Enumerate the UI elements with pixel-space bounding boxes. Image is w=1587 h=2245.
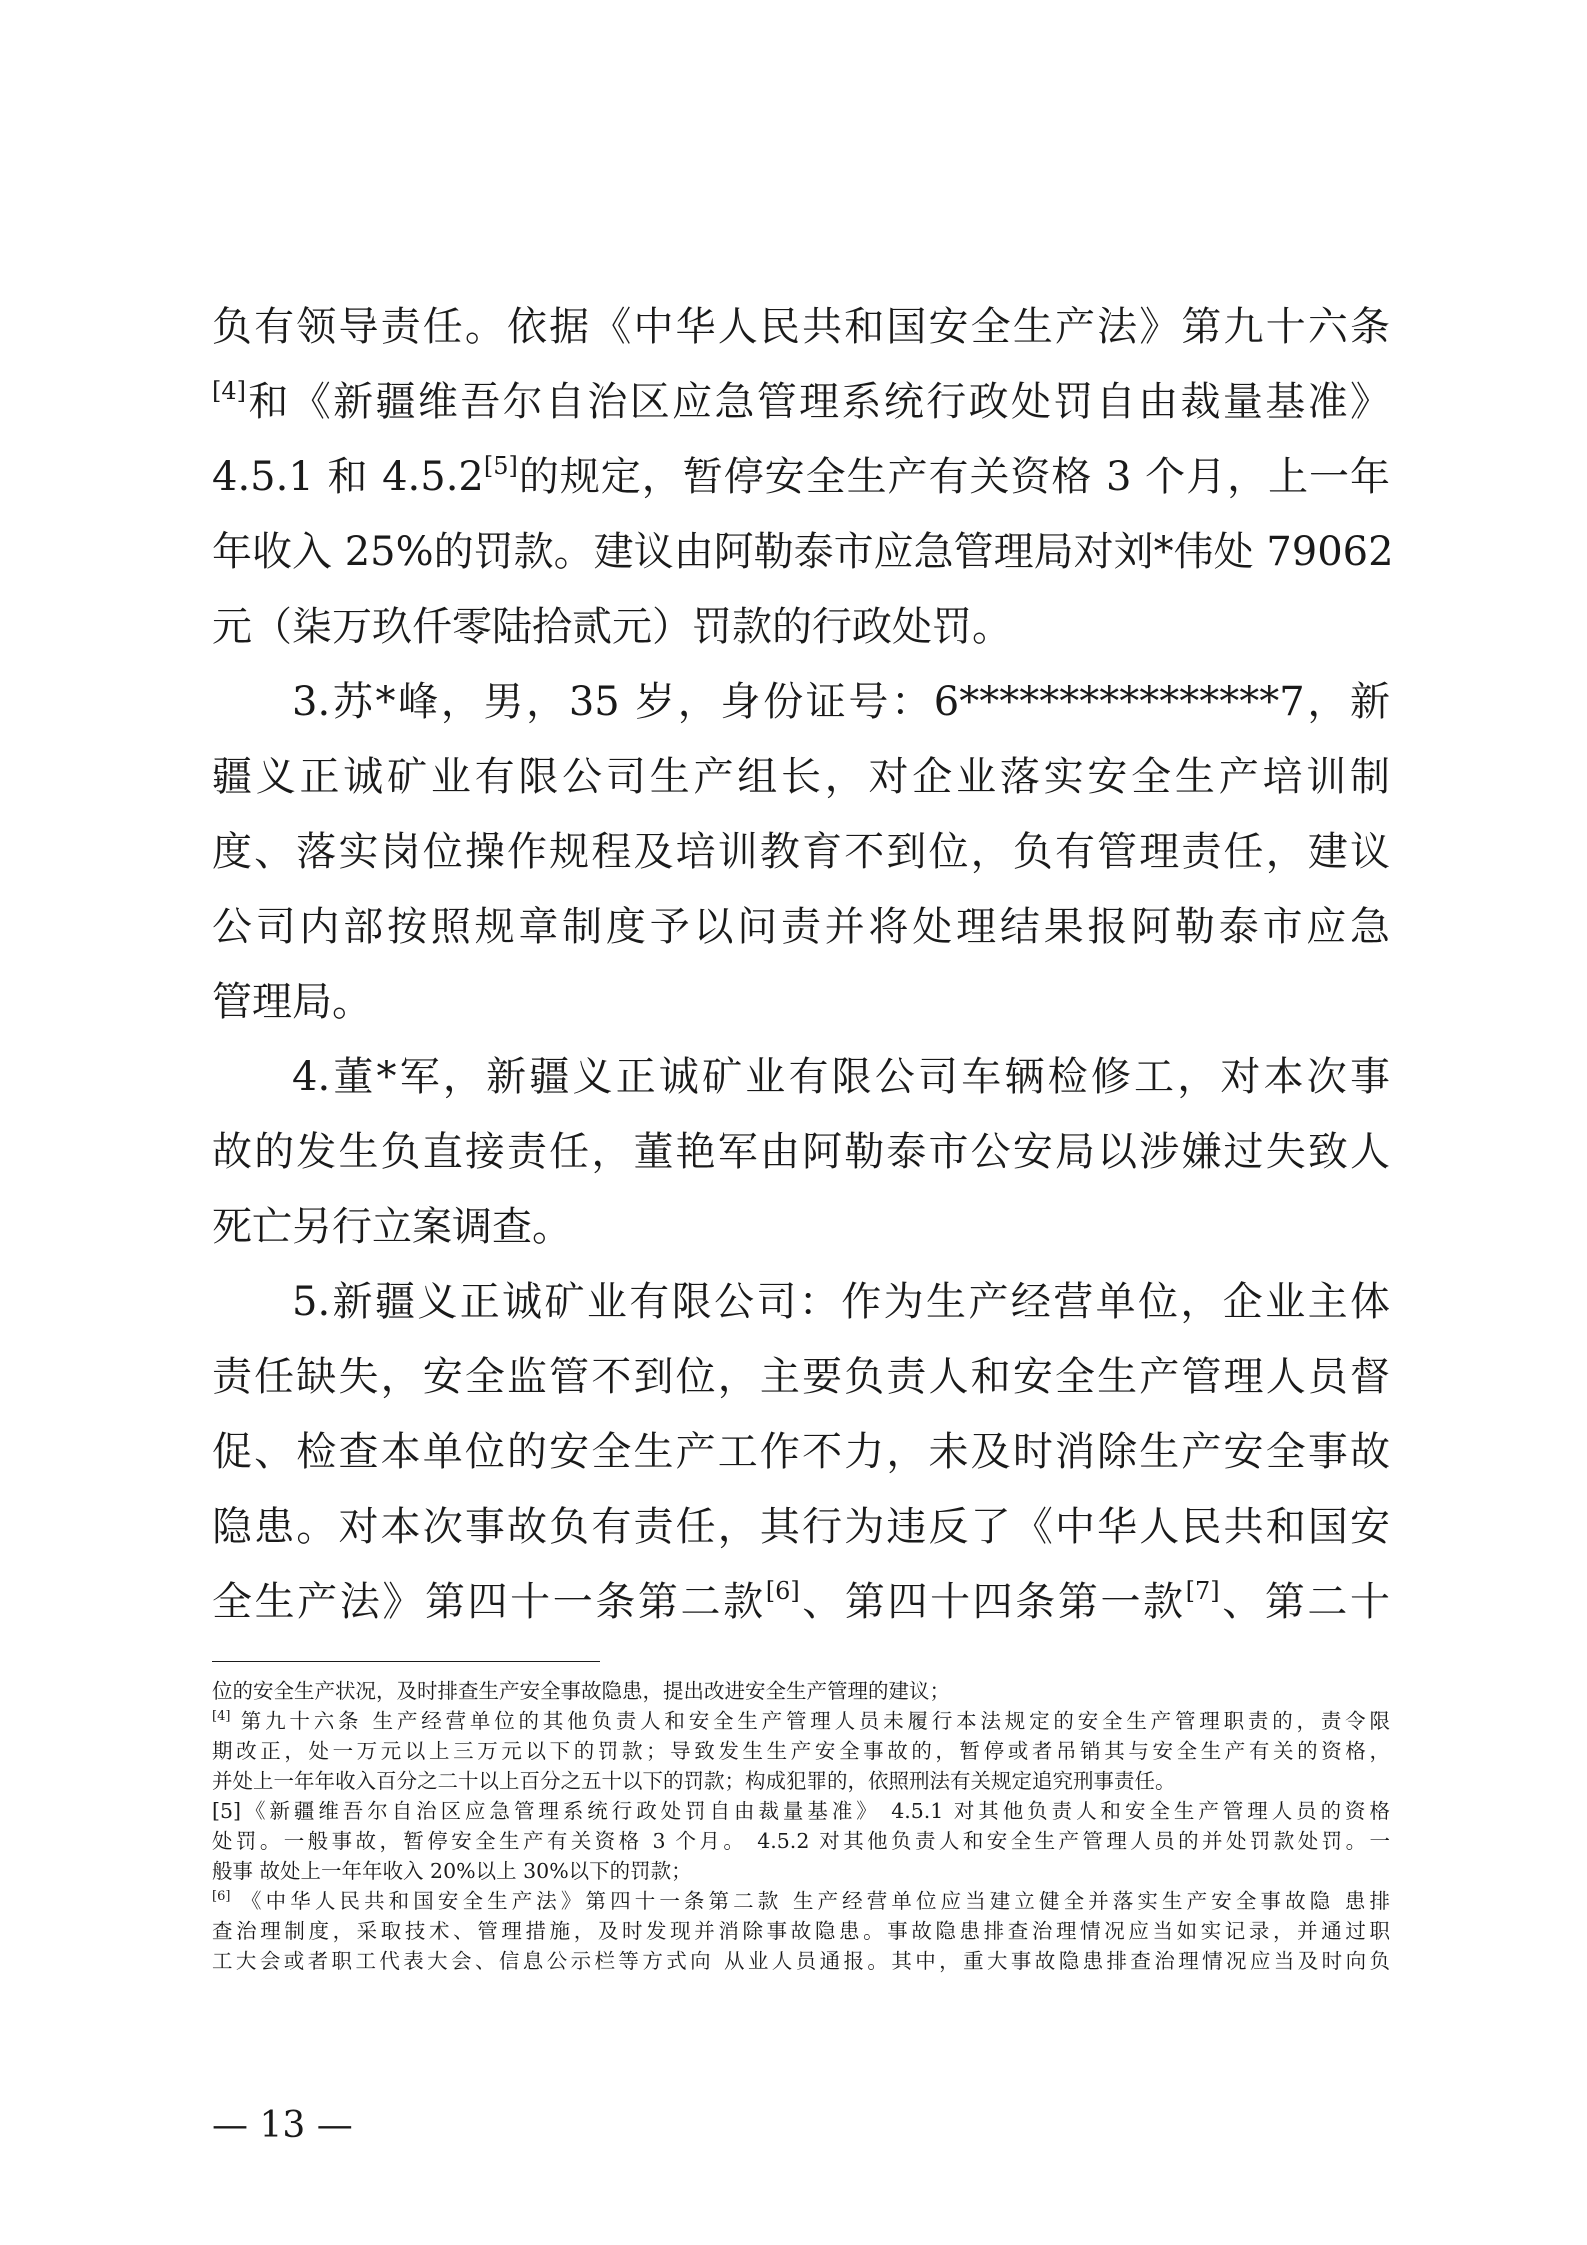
- footnote-marker: [4]: [212, 1709, 231, 1724]
- body-line: 4.5.1 和 4.5.2[5]的规定，暂停安全生产有关资格 3 个月，上一年: [212, 452, 1390, 500]
- footnote-ref: [7]: [1185, 1577, 1220, 1605]
- body-line: 5.新疆义正诚矿业有限公司：作为生产经营单位，企业主体: [292, 1279, 1390, 1325]
- footnote-line: 查治理制度，采取技术、管理措施，及时发现并消除事故隐患。事故隐患排查治理情况应当如实记录，并通过职: [212, 1919, 1390, 1943]
- footnote-line: 工大会或者职工代表大会、信息公示栏等方式向 从业人员通报。其中，重大事故隐患排查治理情况应当及时向负: [212, 1949, 1390, 1973]
- body-line: 隐患。对本次事故负有责任，其行为违反了《中华人民共和国安: [212, 1504, 1390, 1550]
- body-line: 责任缺失，安全监管不到位，主要负责人和安全生产管理人员督: [212, 1354, 1390, 1400]
- body-line: 负有领导责任。依据《中华人民共和国安全生产法》第九十六条: [212, 304, 1390, 350]
- footnotes: [212, 1676, 1390, 1976]
- body-line: 促、检查本单位的安全生产工作不力，未及时消除生产安全事故: [212, 1429, 1390, 1475]
- body-line: 故的发生负直接责任，董艳军由阿勒泰市公安局以涉嫌过失致人: [212, 1129, 1390, 1175]
- footnote-line: 位的安全生产状况，及时排查生产安全事故隐患，提出改进安全生产管理的建议；: [212, 1679, 950, 1703]
- page-number: — 13 —: [212, 2105, 353, 2146]
- body-line: 公司内部按照规章制度予以问责并将处理结果报阿勒泰市应急: [212, 904, 1390, 950]
- footnote-line: 处罚。一般事故，暂停安全生产有关资格 3 个月。 4.5.2 对其他负责人和安全生产管理人员的并处罚款处罚。一: [212, 1829, 1390, 1853]
- footnote-line: [4] 第九十六条 生产经营单位的其他负责人和安全生产管理人员未履行本法规定的安全生产管理职责的，责令限: [212, 1709, 1390, 1733]
- body-line: 管理局。: [212, 979, 372, 1025]
- footnote-ref: [5]: [483, 452, 518, 480]
- footnote-line: 并处上一年年收入百分之二十以上百分之五十以下的罚款；构成犯罪的，依照刑法有关规定追究刑事责任。: [212, 1769, 1176, 1793]
- footnote-line: [5]《新疆维吾尔自治区应急管理系统行政处罚自由裁量基准》 4.5.1 对其他负责人和安全生产管理人员的资格: [212, 1799, 1390, 1823]
- footnote-divider: [212, 1661, 600, 1662]
- footnote-ref: [6]: [765, 1577, 800, 1605]
- body-line: 年收入 25%的罚款。建议由阿勒泰市应急管理局对刘*伟处 79062: [212, 529, 1394, 575]
- footnote-marker: [6]: [212, 1889, 231, 1904]
- body-line: 3.苏*峰，男，35 岁，身份证号：6****************7，新: [292, 679, 1390, 725]
- body-line: 全生产法》第四十一条第二款[6]、第四十四条第一款[7]、第二十: [212, 1577, 1391, 1625]
- body-line: 度、落实岗位操作规程及培训教育不到位，负有管理责任，建议: [212, 829, 1390, 875]
- body-text: [212, 290, 1394, 1640]
- body-line: 死亡另行立案调查。: [212, 1204, 572, 1250]
- body-line: 元（柒万玖仟零陆拾贰元）罚款的行政处罚。: [212, 604, 1012, 650]
- footnote-line: 期改正，处一万元以上三万元以下的罚款；导致发生生产安全事故的，暂停或者吊销其与安全生产有关的资格，: [212, 1739, 1390, 1763]
- footnote-line: [6] 《中华人民共和国安全生产法》第四十一条第二款 生产经营单位应当建立健全并落实生产安全事故隐 患排: [212, 1889, 1390, 1913]
- body-line: [4]和《新疆维吾尔自治区应急管理系统行政处罚自由裁量基准》: [212, 377, 1390, 425]
- body-line: 疆义正诚矿业有限公司生产组长，对企业落实安全生产培训制: [212, 754, 1390, 800]
- footnote-ref: [4]: [212, 377, 246, 405]
- body-line: 4.董*军，新疆义正诚矿业有限公司车辆检修工，对本次事: [292, 1054, 1390, 1100]
- footnote-line: 般事 故处上一年年收入 20%以上 30%以下的罚款；: [212, 1859, 692, 1883]
